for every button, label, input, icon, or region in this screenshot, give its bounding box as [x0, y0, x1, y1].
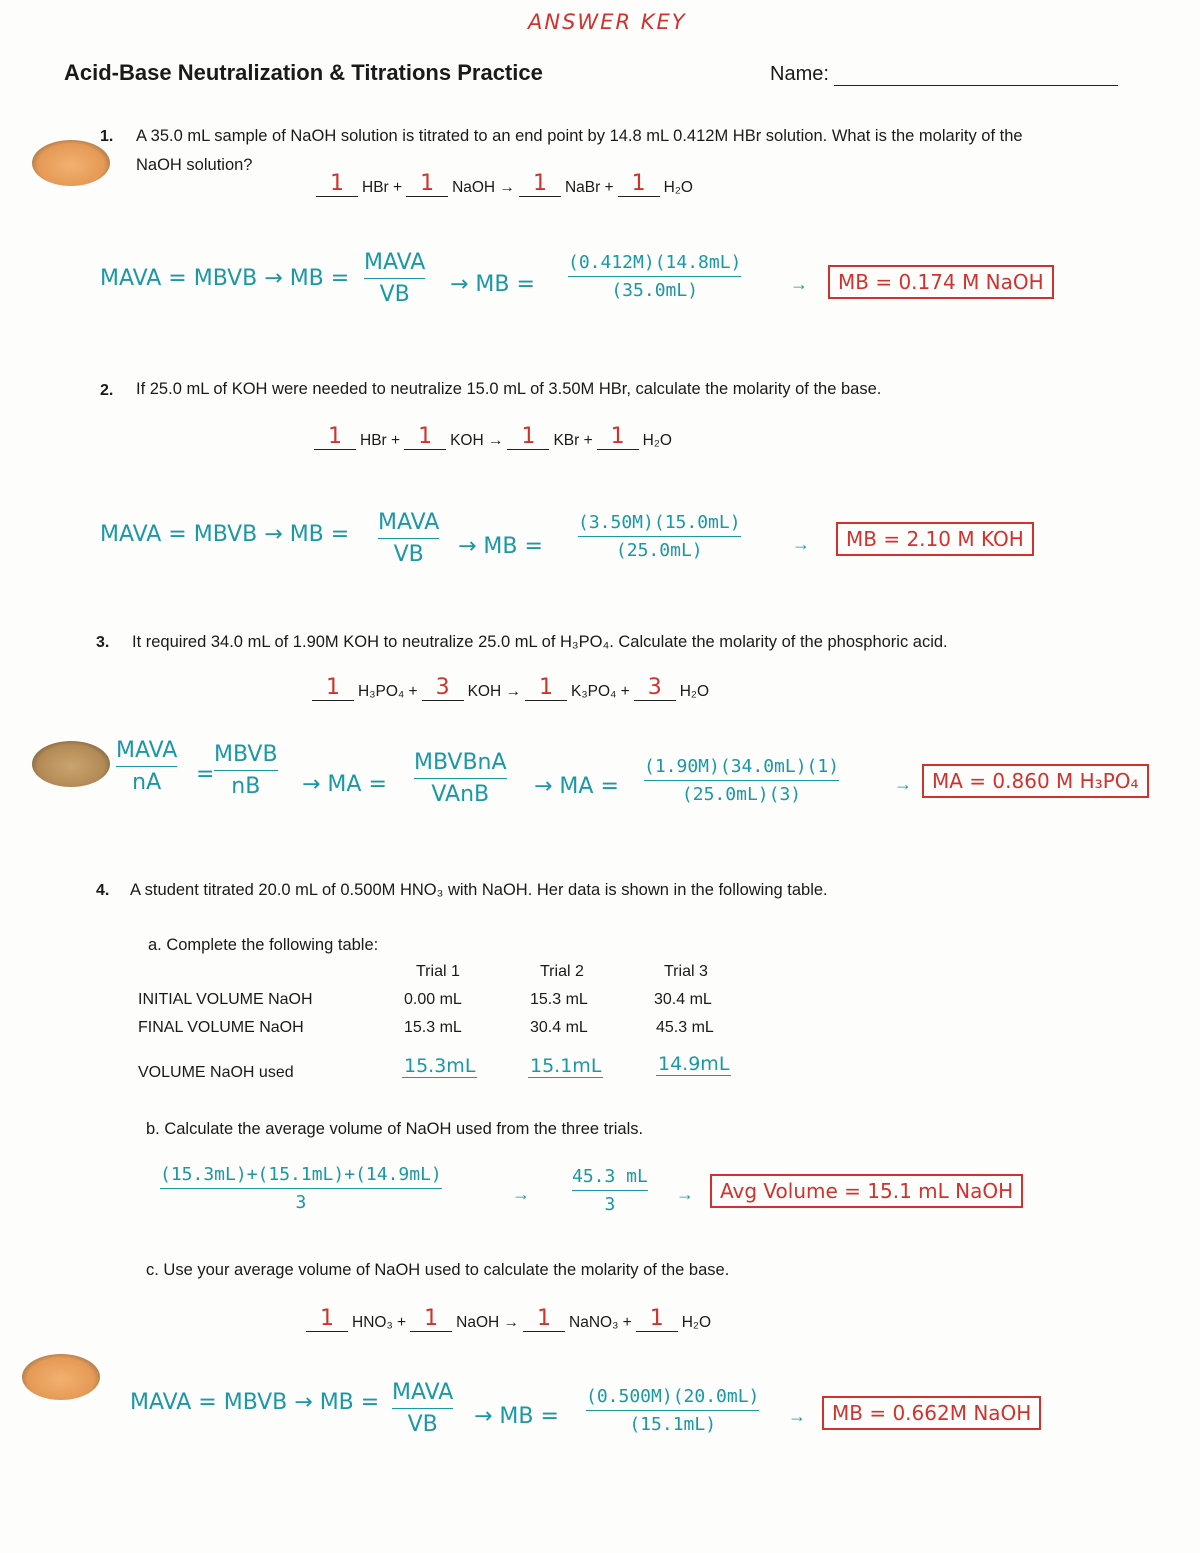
q4c-coef-3[interactable]: 1: [523, 1307, 565, 1332]
q4c-coef-4[interactable]: 1: [636, 1307, 678, 1332]
q2-coef-4[interactable]: 1: [597, 425, 639, 450]
q3-coef-1[interactable]: 1: [312, 676, 354, 701]
hole-punch-middle: [32, 741, 110, 787]
q3-text: It required 34.0 mL of 1.90M KOH to neutralize 25.0 mL of H₃PO₄. Calculate the molarity of the phosphoric acid.: [132, 633, 948, 651]
q1-coef-3[interactable]: 1: [519, 172, 561, 197]
q3-coef-4[interactable]: 3: [634, 676, 676, 701]
q1-species-1: HBr +: [362, 179, 403, 196]
q3-species-3: K₃PO₄ +: [571, 683, 630, 700]
q2-arrow-icon: →: [792, 534, 810, 554]
table-answer-trial-1[interactable]: 15.3mL: [404, 1055, 476, 1077]
table-row-label-initial: INITIAL VOLUME NaOH: [138, 991, 313, 1008]
q4c-f1-numerator: MAVA: [392, 1380, 454, 1405]
q3-arrow-icon: →: [894, 774, 912, 794]
q4c-work-fraction-1: [392, 1380, 453, 1437]
hole-punch-top: [32, 140, 110, 186]
q1-answer-box: MB = 0.174 M NaOH: [828, 265, 1054, 299]
q4b-f2-denominator: 3: [604, 1194, 616, 1215]
table-header-trial-1: Trial 1: [416, 963, 460, 980]
q3-species-4: H₂O: [679, 683, 710, 700]
q3-f2-denominator: (25.0mL)(3): [681, 784, 802, 805]
q3-work-rhs-fraction: [214, 742, 278, 799]
q1-f2-denominator: (35.0mL): [611, 280, 699, 301]
q4b-arrow-icon-2: →: [676, 1184, 694, 1204]
q2-coef-1[interactable]: 1: [314, 425, 356, 450]
q2-f2-numerator: (3.50M)(15.0mL): [578, 512, 741, 533]
q1-species-2: NaOH →: [452, 179, 515, 196]
table-cell: 30.4 mL: [530, 1019, 588, 1036]
q2-work-fraction-1: [378, 510, 439, 567]
q3-f1-numerator: MBVBnA: [414, 750, 507, 775]
q3-equation: [312, 676, 709, 701]
table-answer-trial-2[interactable]: 15.1mL: [530, 1055, 602, 1077]
q3-coef-3[interactable]: 1: [525, 676, 567, 701]
q4c-label: c. Use your average volume of NaOH used to calculate the molarity of the base.: [146, 1261, 730, 1279]
q1-species-4: H₂O: [663, 179, 693, 196]
q1-species-3: NaBr +: [564, 179, 614, 196]
q4c-work-mid: → MB =: [474, 1404, 559, 1429]
q1-coef-4[interactable]: 1: [618, 172, 660, 197]
q3-l1-denominator: nA: [132, 770, 162, 795]
q2-coef-3[interactable]: 1: [507, 425, 549, 450]
q2-f1-numerator: MAVA: [378, 510, 440, 535]
q1-work-fraction-1: [364, 250, 425, 307]
q2-answer-box: MB = 2.10 M KOH: [836, 522, 1034, 556]
q2-number: 2.: [100, 382, 114, 399]
q4c-species-1: HNO₃ +: [352, 1314, 407, 1331]
q4c-f2-numerator: (0.500M)(20.0mL): [586, 1386, 760, 1407]
table-cell: 15.3 mL: [530, 991, 588, 1008]
q2-species-4: H₂O: [642, 432, 672, 449]
q4-number: 4.: [96, 882, 110, 899]
q2-species-3: KBr +: [553, 432, 593, 449]
q2-species-1: HBr +: [360, 432, 401, 449]
name-field[interactable]: [834, 68, 1118, 86]
q2-coef-2[interactable]: 1: [404, 425, 446, 450]
q3-work-mid2: → MA =: [534, 774, 619, 799]
q1-work-lhs: MAVA = MBVB → MB =: [100, 266, 350, 291]
q3-number: 3.: [96, 634, 110, 651]
q4-text: A student titrated 20.0 mL of 0.500M HNO₃ with NaOH. Her data is shown in the following table.: [130, 881, 828, 899]
q4b-fraction-1: [160, 1164, 442, 1213]
q3-f2-numerator: (1.90M)(34.0mL)(1): [644, 756, 840, 777]
answer-key-label: ANSWER KEY: [528, 10, 687, 34]
q4c-species-2: NaOH →: [456, 1314, 519, 1331]
q4b-answer-box: Avg Volume = 15.1 mL NaOH: [710, 1174, 1023, 1208]
q3-work-mid1: → MA =: [302, 772, 387, 797]
q3-answer-box: MA = 0.860 M H₃PO₄: [922, 764, 1149, 798]
q2-work-fraction-2: [578, 512, 741, 561]
q1-coef-2[interactable]: 1: [406, 172, 448, 197]
page-title: Acid-Base Neutralization & Titrations Practice: [64, 60, 543, 85]
q4c-work-lhs: MAVA = MBVB → MB =: [130, 1390, 380, 1415]
q1-arrow-icon: →: [790, 274, 808, 294]
q3-coef-2[interactable]: 3: [422, 676, 464, 701]
q3-work-equals: =: [196, 762, 215, 787]
q4a-label: a. Complete the following table:: [148, 936, 379, 954]
table-cell: 45.3 mL: [656, 1019, 714, 1036]
q4b-f1-numerator: (15.3mL)+(15.1mL)+(14.9mL): [160, 1164, 442, 1185]
q4b-arrow-icon-1: →: [512, 1184, 530, 1204]
q4c-f2-denominator: (15.1mL): [629, 1414, 717, 1435]
table-header-trial-3: Trial 3: [664, 963, 708, 980]
table-answer-trial-3[interactable]: 14.9mL: [658, 1053, 730, 1075]
q2-equation: [314, 425, 672, 450]
q4b-fraction-2: [572, 1166, 648, 1215]
q3-work-lhs-fraction: [116, 738, 177, 795]
q2-work-lhs: MAVA = MBVB → MB =: [100, 522, 350, 547]
q4c-coef-2[interactable]: 1: [410, 1307, 452, 1332]
q1-work-fraction-2: [568, 252, 741, 301]
q4c-equation: [306, 1307, 711, 1332]
q4b-f2-numerator: 45.3 mL: [572, 1166, 648, 1187]
q2-work-mid: → MB =: [458, 534, 543, 559]
q3-species-2: KOH →: [467, 683, 521, 700]
q1-coef-1[interactable]: 1: [316, 172, 358, 197]
table-cell: 15.3 mL: [404, 1019, 462, 1036]
q3-work-fraction-2: [644, 756, 839, 805]
q3-f1-denominator: VAnB: [431, 782, 490, 807]
q2-text: If 25.0 mL of KOH were needed to neutralize 15.0 mL of 3.50M HBr, calculate the molarity of the base.: [136, 380, 882, 398]
q4c-coef-1[interactable]: 1: [306, 1307, 348, 1332]
q4c-f1-denominator: VB: [407, 1412, 438, 1437]
q2-species-2: KOH →: [450, 432, 504, 449]
q3-l2-denominator: nB: [231, 774, 261, 799]
q1-text-line1: A 35.0 mL sample of NaOH solution is titrated to an end point by 14.8 mL 0.412M HBr solution. What is the molarity of the: [136, 127, 1023, 145]
table-header-trial-2: Trial 2: [540, 963, 584, 980]
q4c-work-fraction-2: [586, 1386, 759, 1435]
q1-f1-denominator: VB: [379, 282, 410, 307]
name-label: Name:: [770, 63, 829, 85]
q3-species-1: H₃PO₄ +: [358, 683, 418, 700]
q2-f2-denominator: (25.0mL): [615, 540, 703, 561]
q1-equation: [316, 172, 693, 197]
q1-work-mid: → MB =: [450, 272, 535, 297]
table-cell: 30.4 mL: [654, 991, 712, 1008]
q4b-f1-denominator: 3: [295, 1192, 307, 1213]
table-row-label-final: FINAL VOLUME NaOH: [138, 1019, 304, 1036]
q1-f2-numerator: (0.412M)(14.8mL): [568, 252, 742, 273]
q3-l1-numerator: MAVA: [116, 738, 178, 763]
q3-work-fraction-1: [414, 750, 507, 807]
q4c-species-3: NaNO₃ +: [569, 1314, 632, 1331]
table-cell: 0.00 mL: [404, 991, 462, 1008]
q1-f1-numerator: MAVA: [364, 250, 426, 275]
q2-f1-denominator: VB: [393, 542, 424, 567]
q4c-arrow-icon: →: [788, 1406, 806, 1426]
q4c-species-4: H₂O: [681, 1314, 712, 1331]
q1-number: 1.: [100, 128, 114, 145]
table-row-label-used: VOLUME NaOH used: [138, 1064, 294, 1081]
q3-l2-numerator: MBVB: [214, 742, 278, 767]
q1-text-line2: NaOH solution?: [136, 156, 253, 174]
q4b-label: b. Calculate the average volume of NaOH used from the three trials.: [146, 1120, 644, 1138]
hole-punch-bottom: [22, 1354, 100, 1400]
q4c-answer-box: MB = 0.662M NaOH: [822, 1396, 1041, 1430]
